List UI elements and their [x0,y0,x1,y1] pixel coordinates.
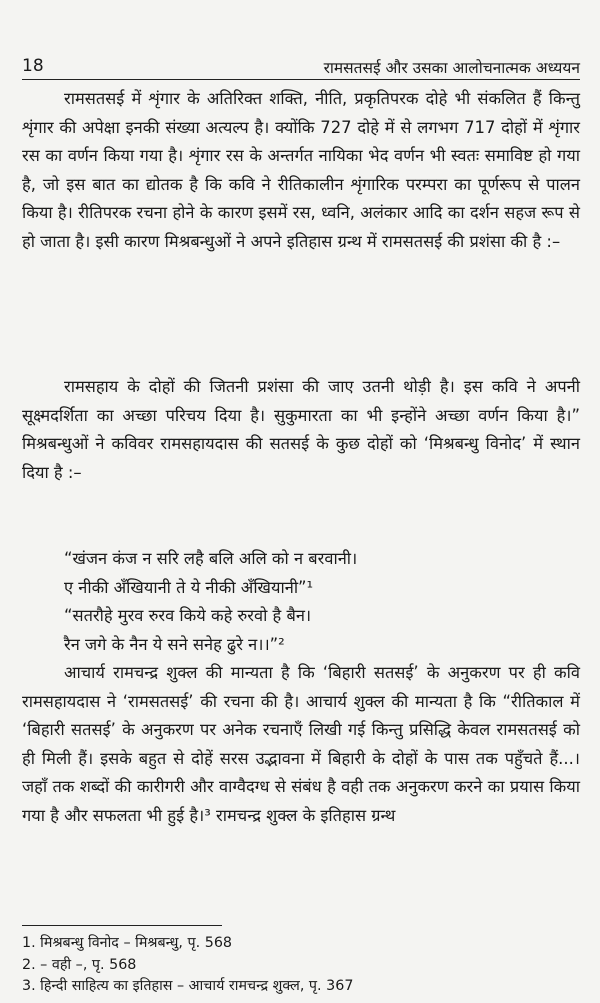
footnote: 3. हिन्दी साहित्य का इतिहास – आचार्य रामचन्द्र शुक्ल, पृ. 367 [22,978,354,994]
paragraph: रामसहाय के दोहों की जितनी प्रशंसा की जाए उतनी थोड़ी है। इस कवि ने अपनी सूक्ष्मदर्शिता का अच्छा परिचय दिया है। सुकुमारता का भी इन्होंने अच्छा वर्णन किया है।” मिश्रबन्धुओं ने कविवर रामसहायदास की सतसई के कुछ दोहों को ‘मिश्रबन्धु विनोद’ में स्थान दिया है :– [22,377,580,482]
footnotes [22,933,580,998]
verse-line: “सतरौहे मुरव रुरव किये कहे रुरवो है बैन। [64,606,312,626]
header-rule [22,79,580,80]
footnote: 1. मिश्रबन्धु विनोद – मिश्रबन्धु, पृ. 568 [22,935,233,951]
footnote: 2. – वही –, पृ. 568 [22,956,137,973]
verse-line: रैन जगे के नैन ये सने सनेह ढुरे न।।”² [64,634,285,654]
verse-quote [22,545,580,659]
footnote-rule [22,925,222,926]
page-body [22,85,580,945]
paragraph: आचार्य रामचन्द्र शुक्ल की मान्यता है कि ‘बिहारी सतसई’ के अनुकरण पर ही कवि रामसहायदास ने ‘रामसतसई’ की रचना की है। आचार्य शुक्ल की मान्यता है कि “रीतिकाल में ‘बिहारी सतसई’ के अनुकरण पर अनेक रचनाएँ लिखी गई किन्तु प्रसिद्धि केवल रामसतसई को ही मिली हैं। इसके बहुत से दोहें सरस उद्भावना में बिहारी के दोहों के पास तक पहुँचते हैं...। जहाँ तक शब्दों की कारीगरी और वाग्वैदग्ध से संबंध है वही तक अनुकरण करने का प्रयास किया गया है और सफलता भी हुई है।³ रामचन्द्र शुक्ल के इतिहास ग्रन्थ [22,663,580,825]
paragraph: रामसतसई में शृंगार के अतिरिक्त शक्ति, नीति, प्रकृतिपरक दोहे भी संकलित हैं किन्तु शृंगार की अपेक्षा इनकी संख्या अत्यल्प है। क्योंकि 727 दोहे में से लगभग 717 दोहों में शृंगार रस का वर्णन किया गया है। शृंगार रस के अन्तर्गत नायिका भेद वर्णन भी स्वतः समाविष्ट हो गया है, जो इस बात का द्योतक है कि कवि ने रीतिकालीन शृंगारिक परम्परा का पूर्णरूप से पालन किया है। रीतिपरक रचना होने के कारण इसमें रस, ध्वनि, अलंकार आदि का दर्शन सहज रूप से हो जाता है। इसी कारण मिश्रबन्धुओं ने अपने इतिहास ग्रन्थ में रामसतसई की प्रशंसा की है :– [22,89,580,251]
running-title: रामसतसई और उसका आलोचनात्मक अध्ययन [323,59,580,77]
verse-line: “खंजन कंज न सरि लहै बलि अलि को न बरवानी। [64,549,358,568]
page-number: 18 [22,56,44,76]
verse-line: ए नीकी अँखियानी ते ये नीकी अँखियानी”¹ [64,577,314,597]
